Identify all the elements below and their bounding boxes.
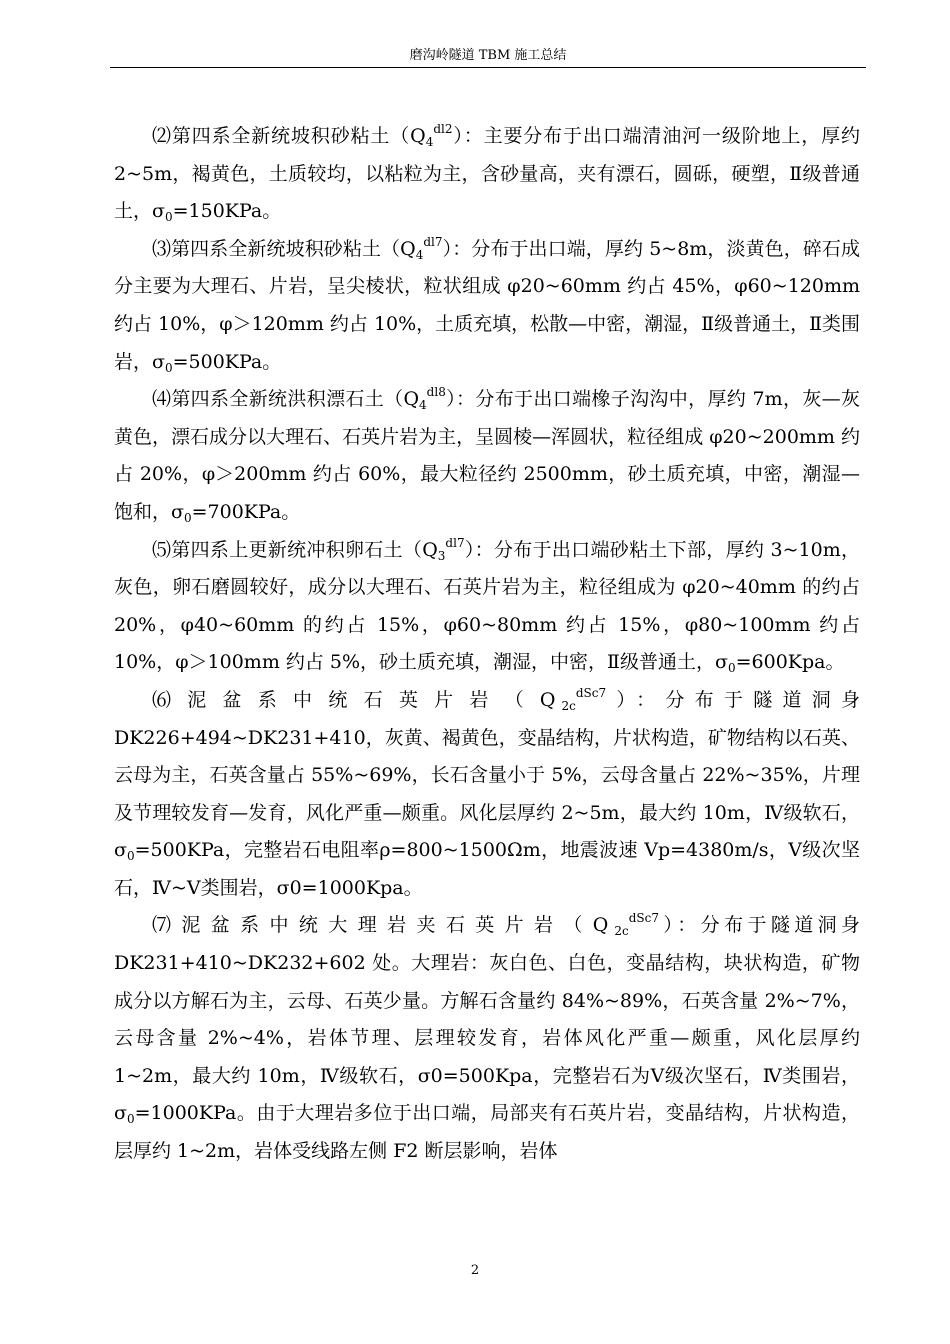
superscript: dl7 [445,535,465,550]
paragraph-text: =700KPa。 [191,500,301,523]
paragraph-text: ⑵第四系全新统坡积砂粘土（Q [152,125,426,147]
superscript: dSc7 [628,911,660,926]
paragraph-text: ⑷第四系全新统洪积漂石土（Q [152,388,420,411]
subscript: 4 [415,247,424,262]
superscript: dl7 [423,234,443,249]
subscript: 0 [727,661,736,676]
paragraph-text: ）：分布于出口端，厚约 5~8m，淡黄色，碎石成分主要为大理石、片岩，呈尖棱状，粒状组成 φ20~60mm 约占 45%，φ60~120mm 约占 10%，φ＞120mm 约占 10%，土质充填，松散—中密，潮湿，Ⅱ级普通土，Ⅱ类围岩，σ [114,237,861,373]
superscript: dSc7 [575,685,607,700]
paragraph-text: ）：分布于隧道洞身 DK231+410~DK232+602 处。大理岩：灰白色、白色，变晶结构，块状构造，矿物成分以方解石为主，云母、石英少量。方解石含量约 84%~89%，石英含量 2%~7%，云母含量 2%~4%，岩体节理、层理较发育，岩体风化严重—颇重，风化层厚约 1~2m，最大约 10m，Ⅳ级软石，σ0=500Kpa，完整岩石为Ⅴ级次坚石，Ⅳ类围岩，σ [114,914,860,1125]
subscript: 3 [437,548,446,563]
subscript: 0 [164,360,173,375]
header-rule [110,67,866,68]
document-body [114,118,860,1171]
subscript: 4 [425,135,434,149]
paragraph-text: ）：分布于出口端砂粘土下部，厚约 3~10m，灰色，卵石磨圆较好，成分以大理石、石英片岩为主，粒径组成为 φ20~40mm 的约占 20%，φ40~60mm 的约占 15%，φ60~80mm 约占 15%，φ80~100mm 约占 10%，φ＞100mm 约占 5%，砂土质充填，潮湿，中密，Ⅱ级普通土，σ [114,538,861,674]
paragraph-text: =600Kpa。 [735,651,845,674]
superscript: dl2 [433,122,453,136]
paragraph-text: ）：分布于隧道洞身 DK226+494~DK231+410，灰黄、褐黄色，变晶结构，片状构造，矿物结构以石英、云母为主，石英含量占 55%~69%，长石含量小于 5%，云母含量占 22%~35%，片理及节理较发育—发育，风化严重—颇重。风化层厚约 2~5m，最大约 10m，Ⅳ级软石，σ [114,688,860,862]
paragraph-quartz-schist [114,682,860,908]
paragraph-marble [114,907,860,1170]
paragraph-q4dl8 [114,381,860,531]
subscript: 2c [561,698,576,713]
subscript: 0 [126,1112,135,1127]
page-number: 2 [470,1263,480,1278]
subscript: 0 [183,510,192,525]
running-header: 磨沟岭隧道 TBM 施工总结 [409,48,567,63]
paragraph-text: =500KPa，完整岩石电阻率ρ=800~1500Ωm，地震波速 Vp=4380m/s，Ⅴ级次坚石，Ⅳ~Ⅴ类围岩，σ0=1000Kpa。 [114,839,860,899]
paragraph-text: ⑺泥盆系中统大理岩夹石英片岩（Q [152,914,615,937]
paragraph-text: =500KPa。 [172,350,282,373]
paragraph-text: ）：分布于出口端橡子沟沟中，厚约 7m，灰—灰黄色，漂石成分以大理石、石英片岩为主，呈圆棱—浑圆状，粒径组成 φ20~200mm 约占 20%，φ＞200mm 约占 60%，最大粒径约 2500mm，砂土质充填，中密，潮湿—饱和，σ [114,388,860,523]
paragraph-text: ⑹泥盆系中统石英片岩（Q [152,688,562,711]
paragraph-text: ⑸第四系上更新统冲积卵石土（Q [152,538,438,561]
paragraph-q4dl7 [114,231,860,381]
subscript: 0 [164,210,173,225]
paragraph-text: ）：主要分布于出口端清油河一级阶地上，厚约 2~5m，褐黄色，土质较均，以粘粒为主，含砂量高，夹有漂石，圆砾，硬塑，Ⅱ级普通土，σ [114,125,860,223]
paragraph-q4dl2 [114,118,860,231]
paragraph-text: =150KPa。 [172,200,282,223]
paragraph-text: ⑶第四系全新统坡积砂粘土（Q [152,237,416,260]
subscript: 0 [126,849,135,864]
paragraph-q3dl7 [114,532,860,682]
subscript: 4 [419,398,427,413]
subscript: 2c [614,924,629,939]
superscript: dl8 [426,385,446,400]
paragraph-text: =1000KPa。由于大理岩多位于出口端，局部夹有石英片岩，变晶结构，片状构造，层厚约 1~2m，岩体受线路左侧 F2 断层影响，岩体 [114,1102,860,1163]
